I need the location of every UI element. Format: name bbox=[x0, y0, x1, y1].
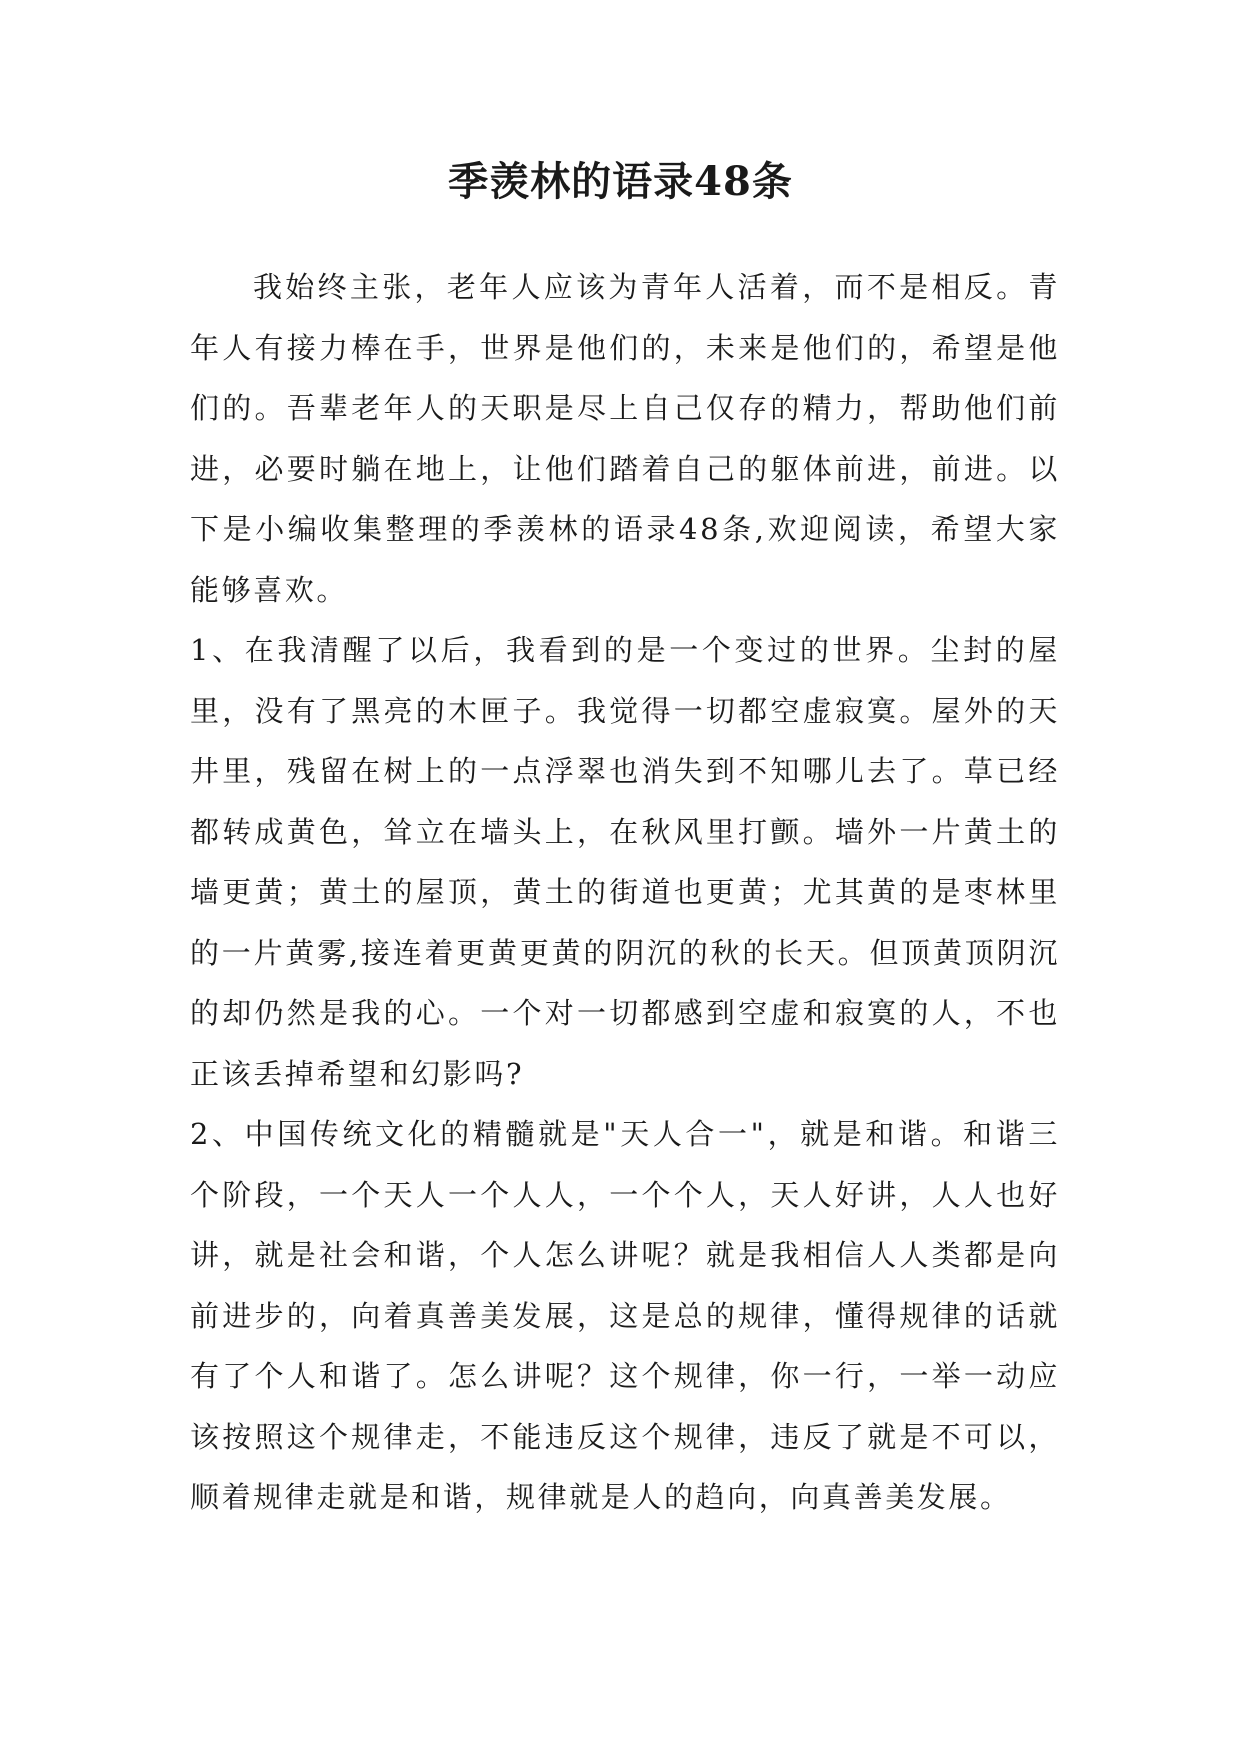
intro-paragraph: 我始终主张，老年人应该为青年人活着，而不是相反。青年人有接力棒在手，世界是他们的，未来是他们的，希望是他们的。吾辈老年人的天职是尽上自己仅存的精力，帮助他们前进，必要时躺在地上，让他们踏着自己的躯体前进，前进。以下是小编收集整理的季羡林的语录48条,欢迎阅读，希望大家能够喜欢。 bbox=[190, 270, 1060, 607]
document-title: 季羡林的语录48条 bbox=[448, 158, 793, 205]
quote-paragraph-1: 1、在我清醒了以后，我看到的是一个变过的世界。尘封的屋里，没有了黑亮的木匣子。我觉得一切都空虚寂寞。屋外的天井里，残留在树上的一点浮翠也消失到不知哪儿去了。草已经都转成黄色，耸立在墙头上，在秋风里打颤。墙外一片黄土的墙更黄；黄土的屋顶，黄土的街道也更黄；尤其黄的是枣林里的一片黄雾,接连着更黄更黄的阴沉的秋的长天。但顶黄顶阴沉的却仍然是我的心。一个对一切都感到空虚和寂寞的人，不也正该丢掉希望和幻影吗? bbox=[190, 633, 1060, 1091]
quote-paragraph-2: 2、中国传统文化的精髓就是"天人合一"，就是和谐。和谐三个阶段，一个天人一个人人，一个个人，天人好讲，人人也好讲，就是社会和谐，个人怎么讲呢？就是我相信人人类都是向前进步的，向着真善美发展，这是总的规律，懂得规律的话就有了个人和谐了。怎么讲呢？这个规律，你一行，一举一动应该按照这个规律走，不能违反这个规律，违反了就是不可以，顺着规律走就是和谐，规律就是人的趋向，向真善美发展。 bbox=[190, 1117, 1060, 1514]
document-body bbox=[190, 257, 1060, 1528]
